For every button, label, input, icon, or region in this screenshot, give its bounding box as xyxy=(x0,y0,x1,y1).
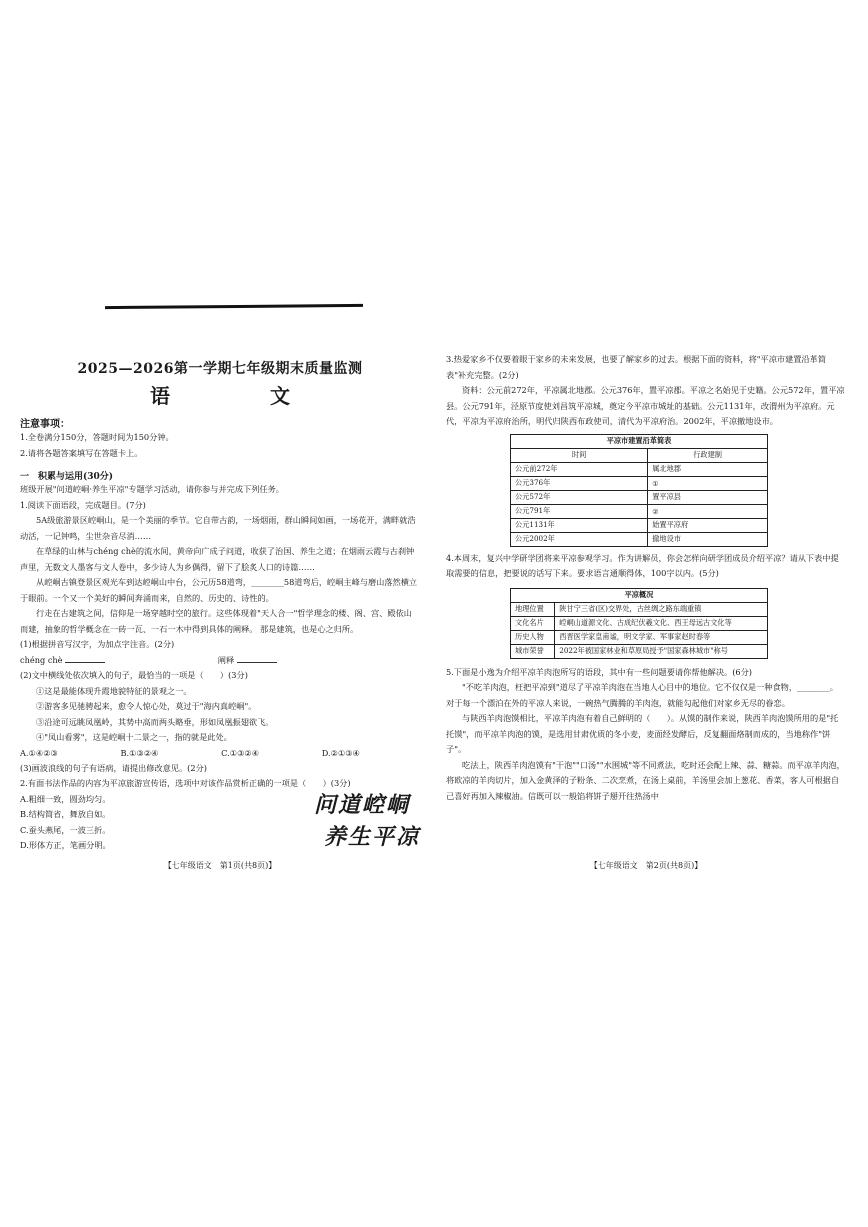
question-5: 5.下面是小逸为介绍平凉羊肉泡所写的语段，其中有一些问题要请你帮他解决。(6分) xyxy=(446,666,752,677)
table-row xyxy=(511,462,768,476)
page-right xyxy=(446,300,846,885)
table-row xyxy=(511,504,768,518)
table-row xyxy=(511,518,768,532)
page-footer: 【七年级语文 第1页(共8页)】 xyxy=(163,861,277,870)
table-row xyxy=(511,532,768,546)
q2-option-c: C.蚕头燕尾，一波三折。 xyxy=(20,824,111,835)
pinyin-row xyxy=(20,653,420,669)
passage-paragraph: 行走在古建筑之间，信仰是一场穿越时空的旅行。这些体现着"天人合一"哲学理念的楼、阁、宫、殿依山而建，抽象的哲学概念在一砖一瓦、一石一木中得到具体的阐释。 那是建筑，也是心之归所。 xyxy=(20,608,412,634)
table-cell: 地理位置 xyxy=(511,602,555,616)
notice-item-1: 1.全卷满分150分，答题时间为150分钟。 xyxy=(20,432,174,442)
question-4: 4.本周末，复兴中学研学团将来平凉参观学习。作为讲解员，你会怎样向研学团成员介绍平凉？请从下表中提取需要的信息，把要说的话写下来。要求语言通顺得体，100字以内。(5分) xyxy=(446,552,839,578)
q2-option-d: D.形体方正，笔画分明。 xyxy=(20,840,111,850)
pinyin-label: chéng chè xyxy=(20,654,63,665)
table-row xyxy=(511,490,768,504)
q2-block xyxy=(20,792,420,854)
table-cell: 公元1131年 xyxy=(511,518,648,532)
table-cell: 公元376年 xyxy=(511,476,648,490)
table-row xyxy=(511,476,768,490)
table-cell: 历史人物 xyxy=(511,630,555,644)
chanshi-label: 阐释 xyxy=(217,654,235,665)
table-cell: 西晋医学家皇甫谧，明文学家、军事家赵时春等 xyxy=(555,630,768,644)
table-cell: 始置平凉府 xyxy=(648,518,768,532)
notice-heading: 注意事项： xyxy=(20,419,70,430)
sentence-option: ④"凤山看雾"，这是崆峒十二景之一，指的就是此处。 xyxy=(36,732,232,742)
table-cell: 2022年被国家林业和草原局授予"国家森林城市"称号 xyxy=(555,644,768,658)
table-cell: ① xyxy=(648,476,768,490)
table-cell: 公元791年 xyxy=(511,504,648,518)
notice-item-2: 2.请将各题答案填写在答题卡上。 xyxy=(20,447,143,458)
table-header: 时间 xyxy=(511,448,648,462)
question-2: 2.有面书法作品的内容为平凉旅游宣传语，选项中对该作品赏析正确的一项是（ ）(3分) xyxy=(20,778,351,788)
q2-option-a: A.粗细一致，圆劲均匀。 xyxy=(20,793,111,804)
q3-material: 资料：公元前272年，平凉属北地郡。公元376年，置平凉郡。平凉之名始见于史籍。公元572年，置平凉县。公元791年，泾原节度使刘昌筑平凉城，奠定今平凉市城址的基础。公元1131年，改渭州为平凉府。元代，平凉为平凉府治所，明代归陕西布政使司，清代为平凉府治。2002年，平凉撤地设市。 xyxy=(446,385,845,426)
q2-option-b: B.结构简省，舞放自如。 xyxy=(20,809,111,819)
question-1-3: (3)画波浪线的句子有语病，请提出修改意见。(2分) xyxy=(20,762,207,773)
table-cell: ② xyxy=(648,504,768,518)
sentence-option: ③沿途可远眺凤凰岭，其势中高而两头略垂，形如凤凰振翅欲飞。 xyxy=(36,716,274,727)
table-row xyxy=(511,616,768,630)
question-1-2: (2)文中横线处依次填入的句子，最恰当的一项是（ ）(3分) xyxy=(20,670,248,680)
table-row xyxy=(511,644,768,658)
question-1: 1.阅读下面语段，完成题目。(7分) xyxy=(20,499,146,510)
question-1-1: (1)根据拼音写汉字，为加点字注音。(2分) xyxy=(20,639,175,649)
calligraphy-line-2: 养生平凉 xyxy=(323,824,420,850)
option-b: B.①③②④ xyxy=(120,747,159,758)
table-cell: 属北地郡 xyxy=(648,462,768,476)
table-cell: 公元前272年 xyxy=(511,462,648,476)
table-row xyxy=(511,602,768,616)
page-left xyxy=(20,300,420,885)
exam-title: 2025—2026第一学期七年级期末质量监测 xyxy=(77,361,363,377)
option-d: D.②①③④ xyxy=(321,747,360,758)
passage-paragraph: 5A级旅游景区崆峒山，是一个美丽的季节。它自带古韵，一场烟雨，群山瞬间如画，一场花开，满畔就浩动活，一记钟鸣，尘世杂音尽消…… xyxy=(20,515,416,541)
choice-options xyxy=(20,746,420,761)
section-heading: 一 积累与运用(30分) xyxy=(20,472,114,482)
table-cell: 陕甘宁三省(区)交界处，古丝绸之路东端重镇 xyxy=(555,602,768,616)
q5-paragraph: "不吃羊肉泡，枉把平凉到"道尽了平凉羊肉泡在当地人心目中的地位。它不仅仅是一种食物，________。对于每一个漂泊在外的平凉人来说，一碗热气腾腾的羊肉泡，就能勾起他们对家乡无尽的眷恋。 xyxy=(446,682,838,708)
page-footer: 【七年级语文 第2页(共8页)】 xyxy=(589,861,703,870)
answer-blank xyxy=(65,662,105,663)
q5-paragraph: 与陕西羊肉泡馍相比，平凉羊肉泡有着自己鲜明的（ ）。从馍的制作来说，陕西羊肉泡馍所用的是"托托馍"，而平凉羊肉泡的馍，是选用甘肃优质的冬小麦，麦面经发酵后，反复翻面烙制而成的，当地称作"饼子"。 xyxy=(446,713,839,754)
history-table xyxy=(510,434,768,547)
section-intro: 班级开展"问道崆峒·养生平凉"专题学习活动，请你参与并完成下列任务。 xyxy=(20,484,284,494)
table-cell: 置平凉县 xyxy=(648,490,768,504)
table-cell: 城市荣誉 xyxy=(511,644,555,658)
sentence-option: ②游客多见驰骋起来，愈令人惊心处，莫过于"海内真崆峒"。 xyxy=(36,701,257,711)
table-cell: 公元572年 xyxy=(511,490,648,504)
passage-paragraph: 在草绿的山林与chéng chè的流水间，黄帝向广成子问道，收获了治国、养生之道；在烟雨云霞与古刹钟声里，无数文人墨客与文人卷中，多少诗人为乡偶得，留下了脍炙人口的诗篇…… xyxy=(20,546,415,572)
option-c: C.①③②④ xyxy=(221,747,260,758)
table-cell: 文化名片 xyxy=(511,616,555,630)
question-3: 3.热爱家乡不仅要着眼于家乡的未来发展，也要了解家乡的过去。根据下面的资料，将"平凉市建置沿革简表"补充完整。(2分) xyxy=(446,354,827,380)
table-cell: 撤地设市 xyxy=(648,532,768,546)
sentence-option: ①这是最能体现升霞地貌特征的景观之一。 xyxy=(36,685,192,696)
table-header: 行政建制 xyxy=(648,448,768,462)
table-row xyxy=(511,630,768,644)
table-caption: 平凉市建置沿革简表 xyxy=(511,434,768,448)
table-cell: 公元2002年 xyxy=(511,532,648,546)
table-caption: 平凉概况 xyxy=(511,588,768,602)
exam-subject: 语 文 xyxy=(150,384,330,408)
overview-table xyxy=(510,588,768,659)
calligraphy-line-1: 问道崆峒 xyxy=(313,792,410,818)
table-cell: 崆峒山道源文化、古成纪伏羲文化、西王母远古文化等 xyxy=(555,616,768,630)
passage-paragraph: 从崆峒古镇登景区观光车到达崆峒山中台，公元历58道弯，________58道弯后，崆峒主峰与磨山落然横立于眼前。一个又一个美好的瞬间奔涌而来，自然的、历史的、诗性的。 xyxy=(20,577,418,603)
q5-paragraph: 吃法上，陕西羊肉泡馍有"干泡""口汤""水围城"等不同煮法，吃时还会配上辣、蒜、糖蒜。而平凉羊肉泡，将欧凉的羊肉切片，加入金黄泽的子粉条、二次烹煮，在汤上桌前，羊汤里会加上葱花、香菜，客人可根据自己喜好再加入辣椒油。信既可以一般馅将饼子掰开往热汤中 xyxy=(446,759,845,801)
option-a: A.①④②③ xyxy=(20,747,58,758)
answer-blank xyxy=(237,662,277,663)
